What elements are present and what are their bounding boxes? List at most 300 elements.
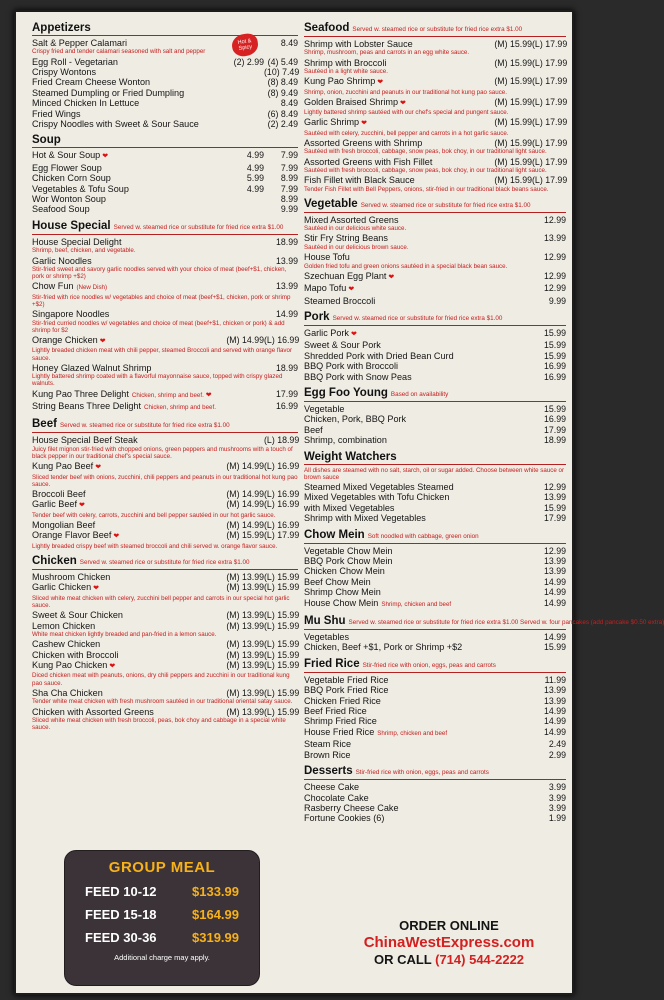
menu-item-price: 14.99 xyxy=(543,716,566,727)
menu-item-name: Fried Cream Cheese Wonton xyxy=(32,77,151,88)
menu-item-price-small xyxy=(488,696,532,706)
section-subtitle: Based on availability xyxy=(390,390,449,398)
menu-item-price: 2.99 xyxy=(548,749,566,760)
menu-item-price: 16.99 xyxy=(543,414,566,425)
menu-item-name-wrap xyxy=(304,696,488,706)
menu-item-price-small: (M) 15.99 xyxy=(226,530,264,541)
menu-item xyxy=(304,803,566,813)
menu-item-price-small xyxy=(488,233,532,243)
menu-item-price-small xyxy=(488,706,532,716)
menu-item-name-wrap xyxy=(32,281,220,293)
menu-item-description: Sautéed in a light white sauce. xyxy=(304,68,388,76)
menu-item-price: 12.99 xyxy=(543,252,566,263)
menu-item-price-small: (M) 13.99 xyxy=(226,660,264,671)
section-subtitle: Served w. steamed rice or substitute for fried rice extra $1.00 Served w. four pancakes (add pancake $0.50 extra) xyxy=(348,619,664,627)
menu-item-name-wrap xyxy=(304,793,488,803)
menu-item xyxy=(32,38,298,48)
menu-item-name: Chocolate Cake xyxy=(304,792,369,803)
menu-item-name: Chicken with Broccoli xyxy=(32,649,119,660)
menu-item-name: Kung Pao Beef xyxy=(32,461,94,472)
menu-item-price: 15.99 xyxy=(543,502,566,513)
menu-item xyxy=(304,482,566,492)
chili-pepper-icon: ❤ xyxy=(350,330,357,338)
menu-item-price: 16.99 xyxy=(275,400,298,411)
menu-item-name-wrap xyxy=(304,803,488,813)
menu-item-name-wrap xyxy=(304,97,488,109)
menu-item-price-small xyxy=(488,727,532,739)
menu-item-name-wrap xyxy=(304,492,488,502)
section-intro: All dishes are steamed with no salt, starch, oil or sugar added. Choose between white sauce or brown sauce xyxy=(304,466,565,481)
menu-item-price-small: (M) 14.99 xyxy=(226,489,264,499)
menu-item xyxy=(32,256,298,266)
menu-item-name-wrap xyxy=(32,363,220,373)
menu-item-price: 13.99 xyxy=(543,566,566,577)
menu-item-price-small: (M) 13.99 xyxy=(226,610,264,621)
menu-item-description: Tender beef with celery, carrots, zucchini and bell pepper sautéed in our hot garlic sauce. xyxy=(32,511,276,519)
section-subtitle: Stir-fried rice with onion, eggs, peas and carrots xyxy=(362,661,496,669)
menu-item-name-wrap xyxy=(32,67,220,77)
menu-item-description: Shrimp, mushroom, peas and carrots in an egg white sauce. xyxy=(304,49,470,57)
menu-item-price-small xyxy=(488,252,532,262)
menu-item-name: Singapore Noodles xyxy=(32,309,110,320)
menu-item-description: Sliced white meat chicken with fresh broccoli, peas, bok choy and cabbage in a special white sauce. xyxy=(32,716,286,732)
menu-item xyxy=(304,58,566,68)
chili-pepper-icon: ❤ xyxy=(78,502,85,510)
menu-item-name-wrap xyxy=(304,598,488,610)
menu-item xyxy=(304,138,566,148)
menu-item-price-small xyxy=(488,372,532,382)
menu-item-name: Shrimp, combination xyxy=(304,435,387,446)
menu-item xyxy=(304,283,566,295)
menu-item-name-wrap xyxy=(32,57,220,67)
section-title: Chow Mein xyxy=(304,528,365,541)
section-title: Desserts xyxy=(304,765,353,778)
menu-item-price-small xyxy=(488,739,532,749)
menu-item-name-wrap xyxy=(304,340,488,350)
menu-item-name: Vegetables & Tofu Soup xyxy=(32,183,129,194)
menu-item xyxy=(304,750,566,760)
menu-item-name-wrap xyxy=(32,237,220,247)
menu-item-price-small: (M) 13.99 xyxy=(226,620,264,631)
menu-item xyxy=(304,587,566,597)
menu-item-name-wrap xyxy=(304,716,488,726)
menu-item-price: (L) 17.99 xyxy=(532,156,568,167)
menu-item-name-wrap xyxy=(304,117,488,129)
menu-item-name: Fortune Cookies (6) xyxy=(304,813,385,824)
menu-item xyxy=(304,556,566,566)
menu-item-price-small xyxy=(488,492,532,502)
menu-item xyxy=(304,503,566,513)
menu-item-name: Mixed Vegetables with Tofu Chicken xyxy=(304,492,450,503)
menu-item-description: Diced chicken meat with peanuts, onions, dry chili peppers and zucchini in our traditional kung pao sauce. xyxy=(32,672,290,687)
section-house-special xyxy=(32,218,298,413)
menu-item-price: 18.99 xyxy=(543,435,566,446)
menu-item-price: (8) 9.49 xyxy=(267,87,298,98)
section-title: Vegetable xyxy=(304,197,358,210)
menu-item-price: 7.99 xyxy=(280,162,298,173)
menu-item xyxy=(304,233,566,243)
hot-spicy-badge: Hot & Spicy xyxy=(231,32,260,57)
menu-item xyxy=(32,489,298,499)
menu-item-price-small xyxy=(488,425,532,435)
section-title: Mu Shu xyxy=(304,615,346,628)
menu-item-price: (L) 16.99 xyxy=(264,520,300,531)
menu-item-note: Shrimp, chicken and beef xyxy=(377,729,448,737)
menu-item-name-wrap xyxy=(304,283,488,295)
menu-item-description: Juicy filet mignon stir-fried with chopped onions, green peppers and mushrooms with a touch of black pepper in our traditional chef's special sauce. xyxy=(32,445,293,460)
menu-item-description: Sliced white meat chicken with celery, zucchini bell pepper and carrots in our special hot garlic sauce. xyxy=(32,594,290,610)
menu-item-description: Lightly battered shrimp coated with a flavorful mayonnaise sauce, topped with crispy glazed walnuts. xyxy=(32,373,283,388)
menu-item-name: Golden Braised Shrimp xyxy=(304,96,399,107)
menu-item-note: Shrimp, chicken and beef xyxy=(381,600,452,608)
menu-item-name-wrap xyxy=(304,76,488,88)
menu-item-description: Sautéed with fresh broccoli, cabbage, snow peas, bok choy, in our traditional light sauce. xyxy=(304,167,547,175)
menu-item-name: Shrimp with Broccoli xyxy=(304,57,387,68)
menu-item xyxy=(304,215,566,225)
menu-item-price-small xyxy=(488,750,532,760)
menu-item-name-wrap xyxy=(304,157,488,167)
menu-item-name-wrap xyxy=(304,546,488,556)
menu-item-name: Shrimp Chow Mein xyxy=(304,587,381,598)
menu-item-name-wrap xyxy=(32,401,220,413)
menu-item-name: Stir Fry String Beans xyxy=(304,233,388,244)
menu-item-price: 13.99 xyxy=(275,255,298,266)
order-info xyxy=(334,918,564,967)
chili-pepper-icon: ❤ xyxy=(205,391,212,399)
menu-item xyxy=(32,639,298,649)
menu-item-name-wrap xyxy=(32,707,220,717)
menu-item xyxy=(304,117,566,129)
menu-item-name: Orange Chicken xyxy=(32,334,98,345)
menu-item xyxy=(304,813,566,823)
menu-item-price-small xyxy=(220,109,264,119)
menu-item-price-small: (M) 15.99 xyxy=(494,175,532,186)
menu-item-name: Egg Flower Soup xyxy=(32,162,102,173)
menu-item-price: 15.99 xyxy=(543,340,566,351)
menu-item-price-small xyxy=(488,340,532,350)
menu-item-price-small: (M) 15.99 xyxy=(494,138,532,149)
menu-item-price: 13.99 xyxy=(543,492,566,503)
menu-item-name: Mixed Assorted Greens xyxy=(304,214,399,225)
menu-item-name-wrap xyxy=(304,252,488,262)
menu-item-price-small: (M) 15.99 xyxy=(494,117,532,128)
menu-item xyxy=(32,98,298,108)
menu-item-name: Assorted Greens with Fish Fillet xyxy=(304,156,433,167)
menu-item-name: Fish Fillet with Black Sauce xyxy=(304,175,415,186)
section-title: Appetizers xyxy=(32,22,91,34)
menu-item-name: Chicken Chow Mein xyxy=(304,566,385,577)
menu-item-description: Lightly breaded chicken meat with chili pepper, steamed Broccoli and served with orange flavor sauce. xyxy=(32,347,293,362)
menu-item-description: Crispy fried and tender calamari seasoned with salt and pepper xyxy=(32,48,206,56)
menu-item-name: House Special Beef Steak xyxy=(32,435,138,446)
menu-item-price-small xyxy=(220,98,264,108)
group-meal-row xyxy=(65,884,259,899)
menu-item-description: Stir-fried curried noodles w/ vegetables and choice of meat (beef+$1, chicken or pork) & add shrimp for $2 xyxy=(32,319,285,334)
section-vegetable xyxy=(304,196,566,306)
menu-item-description: White meat chicken lightly breaded and pan-fried in a lemon sauce. xyxy=(32,631,217,639)
menu-item xyxy=(32,194,298,204)
menu-item-price: 8.49 xyxy=(280,38,298,48)
menu-item-price: (L) 16.99 xyxy=(264,461,300,472)
menu-item-name: Mapo Tofu xyxy=(304,283,347,294)
menu-item xyxy=(32,582,298,594)
menu-item-name-wrap xyxy=(32,639,220,649)
section-header xyxy=(304,449,566,465)
menu-item-description: Sliced tender beef with onions, zucchini, chili peppers and peanuts in our traditional hot kung pao sauce. xyxy=(32,473,298,488)
menu-item-price-small xyxy=(220,256,264,266)
group-meal-panel xyxy=(64,850,260,986)
menu-item xyxy=(32,119,298,129)
menu-item xyxy=(304,566,566,576)
menu-item-name-wrap xyxy=(304,513,488,523)
order-phone-link[interactable]: (714) 544-2222 xyxy=(435,952,525,967)
menu-item xyxy=(304,577,566,587)
menu-item-price: 12.99 xyxy=(543,481,566,492)
menu-item-price-small xyxy=(488,632,532,642)
menu-item-name-wrap xyxy=(304,813,488,823)
menu-item-price-small: 4.99 xyxy=(246,183,264,194)
menu-item-price: 8.99 xyxy=(280,173,298,184)
menu-item-name: String Beans Three Delight xyxy=(32,400,142,411)
menu-item-name: Cashew Chicken xyxy=(32,639,101,650)
menu-item-name-wrap xyxy=(304,685,488,695)
menu-item-price: (4) 5.49 xyxy=(267,56,298,67)
menu-item-name-wrap xyxy=(304,482,488,492)
menu-item-name-wrap xyxy=(32,435,220,445)
menu-item-price: 14.99 xyxy=(543,632,566,643)
menu-item-name: Chicken Fried Rice xyxy=(304,695,381,706)
menu-item xyxy=(304,642,566,652)
section-header xyxy=(32,416,298,433)
menu-item-name: Beef Chow Mein xyxy=(304,576,371,587)
menu-item xyxy=(304,598,566,610)
menu-item-name-wrap xyxy=(304,675,488,685)
menu-item-name: Seafood Soup xyxy=(32,204,90,215)
menu-item-price-small: (M) 15.99 xyxy=(494,96,532,107)
menu-item-price: (10) 7.49 xyxy=(264,67,300,78)
menu-item-name: Egg Roll - Vegetarian xyxy=(32,56,118,67)
menu-item-name: with Mixed Vegetables xyxy=(304,502,395,513)
menu-item-name-wrap xyxy=(304,414,488,424)
menu-item xyxy=(304,685,566,695)
menu-item-name: Kung Pao Shrimp xyxy=(304,76,376,87)
menu-item-price: (8) 8.49 xyxy=(267,77,298,88)
menu-item-name-wrap xyxy=(304,503,488,513)
group-meal-title: GROUP MEAL xyxy=(108,859,216,876)
menu-item-name: Minced Chicken In Lettuce xyxy=(32,98,140,109)
menu-item xyxy=(304,793,566,803)
menu-item-name-wrap xyxy=(32,88,220,98)
group-meal-price: $133.99 xyxy=(192,884,239,899)
menu-item-price: 1.99 xyxy=(548,813,566,824)
chili-pepper-icon: ❤ xyxy=(113,533,120,541)
menu-item-name-wrap xyxy=(304,351,488,361)
section-appetizers xyxy=(32,20,298,129)
menu-item-name: Sha Cha Chicken xyxy=(32,687,103,698)
menu-item xyxy=(32,67,298,77)
menu-item xyxy=(32,88,298,98)
menu-item-price-small xyxy=(220,363,264,373)
menu-item-name-wrap xyxy=(32,109,220,119)
menu-item-name: Chicken with Assorted Greens xyxy=(32,706,154,717)
menu-item-name-wrap xyxy=(304,361,488,371)
menu-item-price: 14.99 xyxy=(275,309,298,320)
menu-item xyxy=(32,389,298,401)
menu-item-name-wrap xyxy=(32,173,220,183)
menu-item-price-small: (M) 15.99 xyxy=(494,156,532,167)
menu-item-price: (L) 16.99 xyxy=(264,334,300,345)
menu-item xyxy=(304,513,566,523)
section-header xyxy=(32,132,298,148)
section-header xyxy=(304,309,566,326)
menu-item-name-wrap xyxy=(304,138,488,148)
menu-item-description: Shrimp, beef, chicken, and vegetable. xyxy=(32,247,136,255)
menu-item-name: House Fried Rice xyxy=(304,726,375,737)
menu-item-note: Chicken, shrimp and beef. xyxy=(144,403,216,411)
section-chow-mein xyxy=(304,527,566,610)
section-title: Fried Rice xyxy=(304,657,360,670)
menu-item xyxy=(32,57,298,67)
menu-item-name: Garlic Shrimp xyxy=(304,117,360,128)
menu-item-description: Shrimp, onion, zucchini and peanuts in our traditional hot kung pao sauce. xyxy=(304,88,507,96)
menu-item-price: 9.99 xyxy=(280,204,298,215)
menu-item-price: (L) 16.99 xyxy=(264,499,300,510)
menu-item-price: (L) 15.99 xyxy=(264,687,300,698)
menu-item-name-wrap xyxy=(32,309,220,319)
menu-item-name: Sweet & Sour Pork xyxy=(304,340,381,351)
menu-item-price-small xyxy=(220,67,264,77)
menu-item-name: Crispy Wontons xyxy=(32,67,97,78)
menu-item-name-wrap xyxy=(304,727,488,739)
menu-item xyxy=(304,404,566,414)
menu-item xyxy=(304,175,566,185)
menu-item-price-small: 4.99 xyxy=(246,162,264,173)
menu-item-price-small: (M) 13.99 xyxy=(226,706,264,717)
menu-item xyxy=(304,492,566,502)
menu-item-name-wrap xyxy=(304,215,488,225)
section-header xyxy=(32,20,298,36)
menu-item-price: 17.99 xyxy=(543,513,566,524)
menu-item-price-small: (M) 15.99 xyxy=(494,57,532,68)
menu-item xyxy=(32,184,298,194)
menu-item-price-small xyxy=(488,685,532,695)
menu-item xyxy=(304,425,566,435)
menu-item xyxy=(32,520,298,530)
menu-item-description: Sautéed in our delicious brown sauce. xyxy=(304,243,409,251)
menu-item-name: Broccoli Beef xyxy=(32,489,86,499)
menu-item-name: Vegetables xyxy=(304,632,350,643)
section-title: Chicken xyxy=(32,555,77,568)
menu-item-description: Sautéed with celery, zucchini, bell pepper and carrots in a hot garlic sauce. xyxy=(304,129,509,137)
order-website-link[interactable]: ChinaWestExpress.com xyxy=(363,934,535,951)
menu-item-price: 11.99 xyxy=(544,674,566,685)
menu-item-price-small: (M) 13.99 xyxy=(226,687,264,698)
menu-item-price: 12.99 xyxy=(543,283,566,294)
menu-item xyxy=(304,696,566,706)
menu-item-name: Fried Wings xyxy=(32,108,81,119)
menu-item-price-small xyxy=(488,642,532,652)
menu-item-name-wrap xyxy=(304,642,488,652)
menu-item-name-wrap xyxy=(304,587,488,597)
menu-item-name-wrap xyxy=(32,650,220,660)
section-header xyxy=(304,763,566,780)
menu-item-price: 15.99 xyxy=(543,350,566,361)
menu-item-price-small xyxy=(488,716,532,726)
menu-item xyxy=(32,109,298,119)
menu-item-price-small xyxy=(488,296,532,306)
menu-item-price-small xyxy=(488,351,532,361)
section-title: Seafood xyxy=(304,22,350,34)
menu-item-price: (L) 18.99 xyxy=(264,435,300,446)
menu-item xyxy=(304,271,566,283)
menu-item-price-small xyxy=(488,546,532,556)
menu-item-name-wrap xyxy=(32,520,220,530)
menu-item xyxy=(32,530,298,542)
section-subtitle: Served w. steamed rice or substitute for fried rice extra $1.00 xyxy=(352,26,523,33)
menu-item xyxy=(304,546,566,556)
menu-item-price-small xyxy=(488,215,532,225)
menu-item-note: Chicken, shrimp and beef. xyxy=(131,391,204,399)
menu-item-name-wrap xyxy=(304,233,488,243)
menu-item-price: (L) 17.99 xyxy=(532,76,568,87)
menu-item-name: BBQ Pork Fried Rice xyxy=(304,685,389,696)
menu-item-price: 3.99 xyxy=(548,802,566,813)
menu-item-price-small xyxy=(220,237,264,247)
menu-item-note: (New Dish) xyxy=(76,284,108,292)
menu-item-description: Lightly breaded crispy beef with steamed broccoli and chili served w. orange flavor sauce. xyxy=(32,542,278,550)
chili-pepper-icon: ❤ xyxy=(99,337,106,345)
menu-item-name-wrap xyxy=(32,204,220,214)
menu-item-name: Crispy Noodles with Sweet & Sour Sauce xyxy=(32,119,199,130)
menu-item xyxy=(304,782,566,792)
menu-item-price-small xyxy=(220,119,264,129)
menu-item-price: 14.99 xyxy=(543,597,566,608)
menu-item-price: 15.99 xyxy=(543,403,566,414)
menu-item-price-small xyxy=(488,813,532,823)
menu-item-name: Brown Rice xyxy=(304,749,351,760)
menu-item-price-small: 5.99 xyxy=(246,173,264,184)
menu-item-price: (L) 16.99 xyxy=(264,489,300,499)
chili-pepper-icon: ❤ xyxy=(93,585,100,593)
menu-item-price: 8.49 xyxy=(280,98,298,109)
menu-item-price-small xyxy=(488,513,532,523)
menu-item-price-small xyxy=(220,435,264,445)
menu-item-name: Lemon Chicken xyxy=(32,620,96,631)
menu-page xyxy=(14,10,664,995)
section-header xyxy=(304,196,566,213)
group-meal-row xyxy=(65,930,259,945)
menu-item-price-small xyxy=(220,281,264,293)
menu-item xyxy=(304,340,566,350)
menu-item xyxy=(304,157,566,167)
menu-item-name: Cheese Cake xyxy=(304,782,360,793)
menu-item-price: 13.99 xyxy=(543,233,566,244)
menu-item-description: Lightly battered shrimp sautéed with our chef's special and pungent sauce. xyxy=(304,109,509,117)
menu-item-price-small: 4.99 xyxy=(246,150,264,161)
menu-item-price-small xyxy=(488,283,532,295)
menu-item-price: 13.99 xyxy=(275,281,298,292)
menu-item-price-small xyxy=(488,271,532,283)
menu-item xyxy=(304,252,566,262)
menu-item-name: Kung Pao Chicken xyxy=(32,660,108,671)
menu-item-price: 3.99 xyxy=(548,792,566,803)
menu-item xyxy=(304,328,566,340)
menu-item-price: (L) 17.99 xyxy=(532,96,568,107)
menu-item-name: BBQ Pork Chow Mein xyxy=(304,556,393,567)
menu-item-price: 17.99 xyxy=(543,424,566,435)
menu-item-name-wrap xyxy=(304,632,488,642)
menu-item-price-small xyxy=(220,204,264,214)
